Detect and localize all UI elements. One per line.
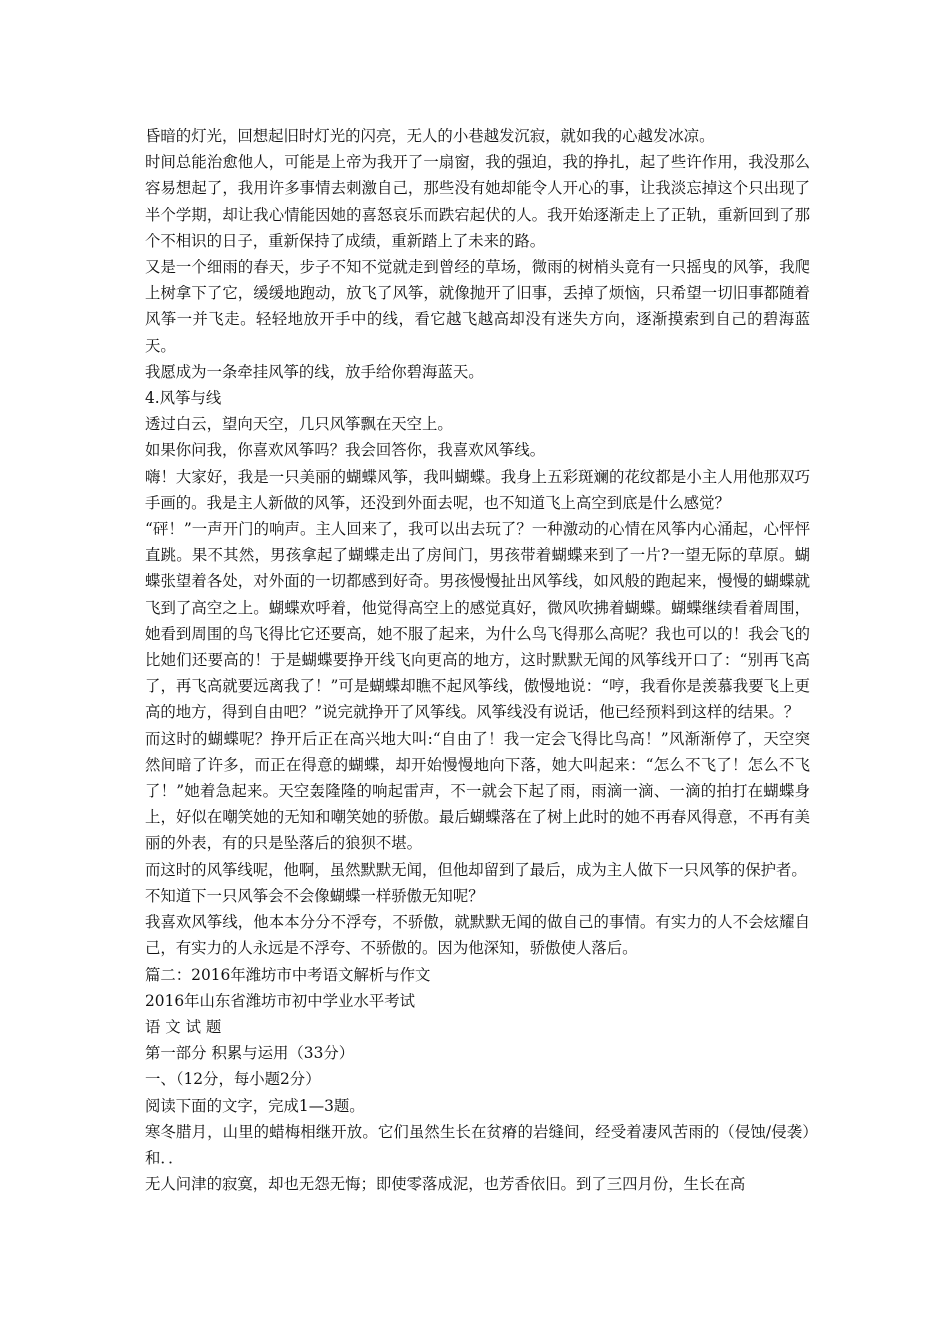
paragraph: 透过白云，望向天空，几只风筝飘在天空上。: [145, 415, 453, 434]
document-page: [145, 123, 810, 1197]
exam-title: 2016年山东省潍坊市初中学业水平考试: [145, 991, 416, 1010]
paragraph: 而这时的风筝线呢，他啊，虽然默默无闻，但他却留到了最后，成为主人做下一只风筝的保护者。: [145, 860, 807, 879]
paragraph: 无人问津的寂寞，却也无怨无悔；即使零落成泥，也芳香依旧。到了三四月份，生长在高: [145, 1175, 746, 1194]
paragraph: 如果你问我，你喜欢风筝吗？我会回答你，我喜欢风筝线。: [145, 441, 546, 460]
paragraph: 昏暗的灯光，回想起旧时灯光的闪亮，无人的小巷越发沉寂，就如我的心越发冰凉。: [145, 127, 715, 145]
exam-instruction: 阅读下面的文字，完成1—3题。: [145, 1096, 365, 1115]
paragraph: “砰！”一声开门的响声。主人回来了，我可以出去玩了？一种激动的心情在风筝内心涌起，心怦怦直跳。果不其然，男孩拿起了蝴蝶走出了房间门，男孩带着蝴蝶来到了一片?一望无际的草原。蝴蝶张望着各处，对外面的一切都感到好奇。男孩慢慢扯出风筝线，如风般的跑起来，慢慢的蝴蝶就飞到了高空之上。蝴蝶欢呼着，他觉得高空上的感觉真好，微风吹拂着蝴蝶。蝴蝶继续看着周围，她看到周围的鸟飞得比它还要高，她不服了起来，为什么鸟飞得那么高呢？我也可以的！我会飞的比她们还要高的！于是蝴蝶要挣开线飞向更高的地方，这时默默无闻的风筝线开口了：“别再飞高了，再飞高就要远离我了！”可是蝴蝶却瞧不起风筝线，傲慢地说：“哼，我看你是羡慕我要飞上更高的地方，得到自由吧？”说完就挣开了风筝线。风筝线没有说话，他已经预料到这样的结果。？: [145, 520, 810, 722]
section-heading: 4.风筝与线: [145, 389, 222, 408]
exam-part-heading: 第一部分 积累与运用（33分）: [145, 1044, 355, 1063]
paragraph: 不知道下一只风筝会不会像蝴蝶一样骄傲无知呢？: [145, 886, 484, 905]
paragraph: 寒冬腊月，山里的蜡梅相继开放。它们虽然生长在贫瘠的岩缝间，经受着凄风苦雨的（侵蚀/侵袭）和．．: [145, 1122, 810, 1167]
exam-section-heading: 一、（12分，每小题2分）: [145, 1070, 321, 1089]
paragraph: 又是一个细雨的春天，步子不知不觉就走到曾经的草场，微雨的树梢头竟有一只摇曳的风筝，我爬上树拿下了它，缓缓地跑动，放飞了风筝，就像抛开了旧事，丢掉了烦恼，只希望一切旧事都随着风筝一并飞走。轻轻地放开手中的线，看它越飞越高却没有迷失方向，逐渐摸索到自己的碧海蓝天。: [145, 258, 810, 355]
paragraph: 我愿成为一条牵挂风筝的线，放手给你碧海蓝天。: [145, 362, 484, 381]
section-heading: 篇二：2016年潍坊市中考语文解析与作文: [145, 965, 431, 984]
paragraph: 我喜欢风筝线，他本本分分不浮夸，不骄傲，就默默无闻的做自己的事情。有实力的人不会炫耀自己，有实力的人永远是不浮夸、不骄傲的。因为他深知，骄傲使人落后。: [145, 913, 810, 958]
paragraph: 嗨！大家好，我是一只美丽的蝴蝶风筝，我叫蝴蝶。我身上五彩斑斓的花纹都是小主人用他那双巧手画的。我是主人新做的风筝，还没到外面去呢，也不知道飞上高空到底是什么感觉？: [145, 467, 810, 512]
exam-subtitle: 语 文 试 题: [145, 1017, 222, 1036]
paragraph: 时间总能治愈他人，可能是上帝为我开了一扇窗，我的强迫，我的挣扎，起了些许作用，我没那么容易想起了，我用许多事情去刺激自己，那些没有她却能令人开心的事，让我淡忘掉这个只出现了半个学期，却让我心情能因她的喜怒哀乐而跌宕起伏的人。我开始逐渐走上了正轨，重新回到了那个不相识的日子，重新保持了成绩，重新踏上了未来的路。: [145, 153, 810, 250]
paragraph: 而这时的蝴蝶呢？挣开后正在高兴地大叫:“自由了！我一定会飞得比鸟高！”风渐渐停了，天空突然间暗了许多，而正在得意的蝴蝶，却开始慢慢地向下落，她大叫起来：“怎么不飞了！怎么不飞了！”她着急起来。天空轰隆隆的响起雷声，不一就会下起了雨，雨滴一滴、一滴的拍打在蝴蝶身上，好似在嘲笑她的无知和嘲笑她的骄傲。最后蝴蝶落在了树上此时的她不再春风得意，不再有美丽的外表，有的只是坠落后的狼狈不堪。: [145, 729, 810, 853]
